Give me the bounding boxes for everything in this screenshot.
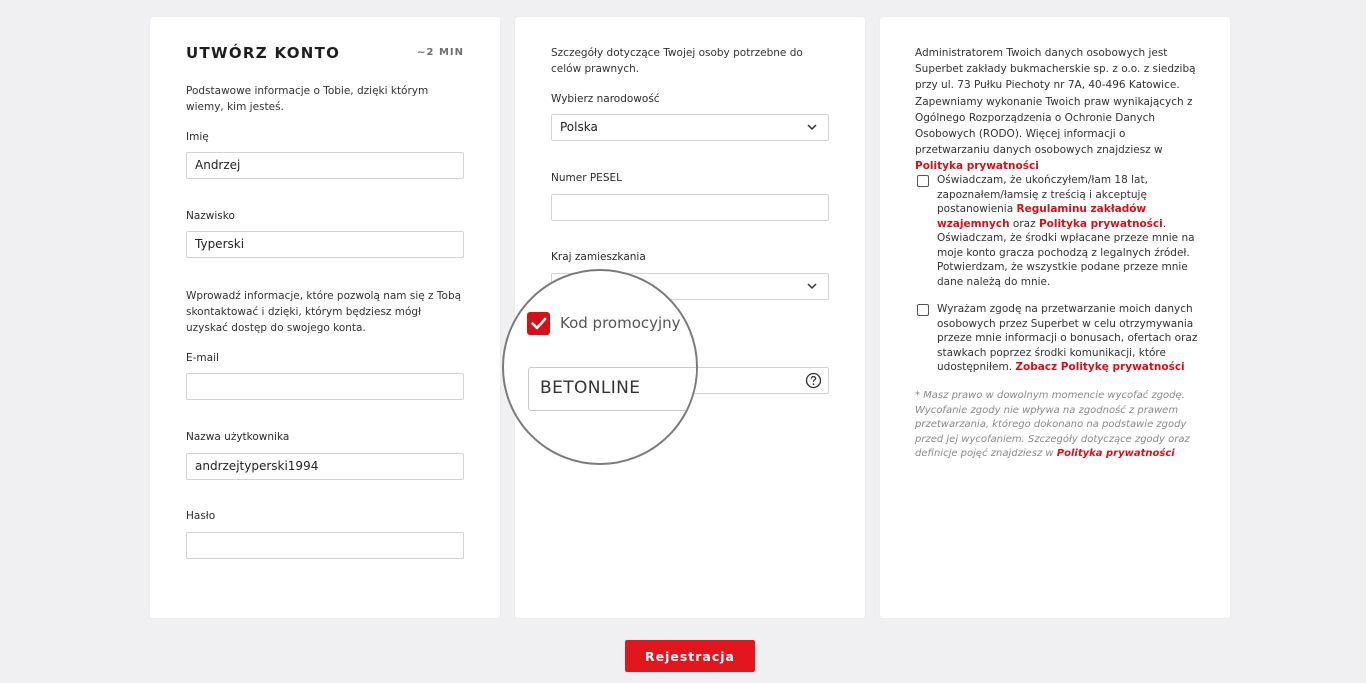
consent-card — [880, 17, 1230, 618]
chevron-down-icon — [806, 121, 818, 133]
consent-age-body-a: Oświadczam, że ukończyłem/łam 18 lat, zapoznałem/łamsię z treścią i akceptuję postanowienia — [937, 174, 1148, 215]
withdraw-notice — [915, 389, 1197, 462]
consent-marketing-checkbox[interactable] — [917, 304, 929, 316]
consent-age-text — [937, 173, 1201, 289]
first-name-input[interactable]: Andrzej — [186, 152, 464, 179]
email-label: E-mail — [186, 352, 219, 364]
promo-code-zoomed-input[interactable] — [528, 367, 698, 411]
data-admin-body: Administratorem Twoich danych osobowych jest Superbet zakłady bukmacherskie sp. z o.o. z siedzibą przy ul. 73 Pułku Piechoty nr 7A, 40-496 Katowice. Zapewniamy wykonanie Twoich praw wynikających z Ogólnego Rozporządzenia o Ochronie Danych Osobowych (RODO). Więcej informacji o przetwarzaniu danych osobowych znajdziesz w — [915, 47, 1196, 157]
page-title: UTWÓRZ KONTO — [186, 44, 341, 62]
consent-marketing-text — [937, 302, 1201, 375]
basic-info-card — [150, 17, 500, 618]
consent-age-checkbox[interactable] — [917, 175, 929, 187]
email-input[interactable] — [186, 373, 464, 400]
last-name-label: Nazwisko — [186, 210, 235, 222]
pesel-label: Numer PESEL — [551, 172, 622, 184]
chevron-down-icon — [806, 280, 818, 292]
password-input[interactable] — [186, 532, 464, 559]
username-label: Nazwa użytkownika — [186, 431, 290, 443]
country-label: Kraj zamieszkania — [551, 251, 646, 263]
pesel-input[interactable] — [551, 194, 829, 221]
promo-code-checkbox[interactable] — [527, 312, 550, 335]
register-button[interactable]: Rejestracja — [625, 640, 755, 672]
nationality-label: Wybierz narodowość — [551, 93, 660, 105]
privacy-policy-link[interactable]: Polityka prywatności — [915, 160, 1039, 173]
first-name-label: Imię — [186, 131, 209, 143]
privacy-policy-link-2[interactable]: Polityka prywatności — [1038, 217, 1163, 230]
username-input[interactable]: andrzejtyperski1994 — [186, 453, 464, 480]
password-label: Hasło — [186, 510, 216, 522]
basic-intro: Podstawowe informacje o Tobie, dzięki którym wiemy, kim jesteś. — [186, 85, 429, 113]
withdraw-notice-body: * Masz prawo w dowolnym momencie wycofać zgodę. Wycofanie zgody nie wpływa na zgodność z prawem przetwarzania, którego dokonano na podstawie zgody przed jej wycofaniem. Szczegóły dotyczące zgody oraz definicje pojęć znajdziesz w — [915, 390, 1190, 459]
checkmark-icon — [527, 312, 550, 335]
legal-intro: Szczegóły dotyczące Twojej osoby potrzebne do celów prawnych. — [551, 47, 803, 75]
time-estimate: ~2 MIN — [417, 47, 464, 58]
see-privacy-policy-link[interactable]: Zobacz Politykę prywatności — [1015, 361, 1185, 373]
terms-link[interactable]: Regulaminu zakładów wzajemnych — [937, 203, 1147, 230]
promo-code-label: Kod promocyjny — [560, 314, 681, 332]
contact-intro: Wprowadź informacje, które pozwolą nam się z Tobą skontaktować i dzięki, którym będziesz mógł uzyskać dostęp do swojego konta. — [186, 290, 462, 334]
consent-age-and: oraz — [1012, 217, 1036, 230]
nationality-select[interactable] — [551, 114, 829, 141]
magnifier-overlay — [502, 269, 698, 465]
consent-marketing-body: Wyrażam zgodę na przetwarzanie moich danych osobowych przez Superbet w celu otrzymywania przeze mnie informacji o bonusach, ofertach oraz stawkach poprzez środki komunikacji, które udostępniłem. — [937, 303, 1198, 373]
privacy-policy-link-3[interactable]: Polityka prywatności — [1056, 448, 1175, 459]
consent-age-body-b: . Oświadczam, że środki wpłacane przeze mnie na moje konto gracza pochodzą z legalnych źródeł. Potwierdzam, że wszystkie podane przeze mnie dane należą do mnie. — [937, 217, 1195, 288]
nationality-value: Polska — [560, 120, 598, 134]
data-admin-text — [915, 45, 1197, 175]
promo-code-value: BETONLINE — [540, 378, 641, 398]
question-circle-icon[interactable] — [805, 372, 822, 389]
last-name-input[interactable]: Typerski — [186, 231, 464, 258]
